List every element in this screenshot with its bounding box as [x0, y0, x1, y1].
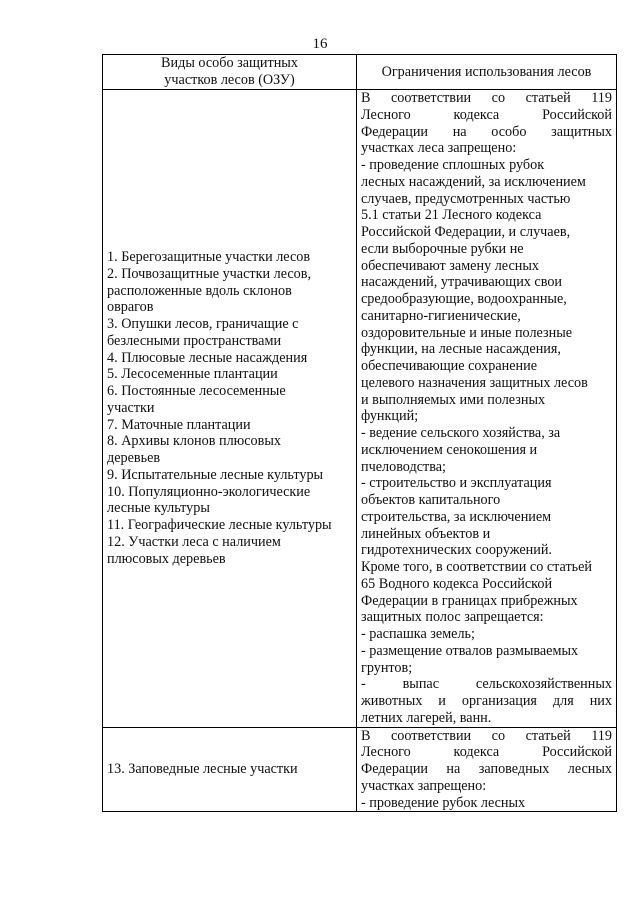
- ozu-type-line: 2. Почвозащитные участки лесов,: [107, 265, 312, 282]
- restriction-line: функций;: [361, 408, 419, 425]
- ozu-type-line: 5. Лесосеменные плантации: [107, 366, 278, 383]
- ozu-type-line: 9. Испытательные лесные культуры: [107, 466, 324, 483]
- restriction-line: лесных насаждений, за исключением: [361, 173, 586, 190]
- restriction-line: 5.1 статьи 21 Лесного кодекса: [361, 207, 542, 224]
- ozu-type-line: 10. Популяционно-экологические: [107, 483, 311, 500]
- ozu-type-line: участки: [107, 399, 155, 416]
- restriction-line: если выборочные рубки не: [361, 240, 524, 257]
- restriction-line: линейных объектов и: [361, 525, 491, 542]
- restriction-line: Федерации на заповедных лесных: [361, 761, 612, 777]
- restriction-line: - проведение сплошных рубок: [361, 157, 545, 173]
- restriction-line: защитных полос запрещается:: [361, 609, 544, 626]
- header-line: Виды особо защитных: [161, 55, 298, 72]
- restriction-line: строительства, за исключением: [361, 508, 552, 525]
- restriction-line: Федерации на особо защитных: [361, 123, 612, 140]
- ozu-type-line: лесные культуры: [107, 500, 210, 517]
- restriction-line: Российской Федерации, и случаев,: [361, 224, 571, 240]
- restriction-line: участках запрещено:: [361, 777, 487, 794]
- header-restrictions: Ограничения использования лесов: [357, 55, 617, 90]
- ozu-restrictions-table: [102, 54, 617, 812]
- restriction-line: насаждений, утрачивающих свои: [361, 274, 563, 291]
- restriction-line: - проведение рубок лесных: [361, 794, 526, 811]
- restriction-line: оздоровительные и иные полезные: [361, 324, 573, 341]
- header-line: участков лесов (ОЗУ): [164, 72, 295, 88]
- restriction-line: средообразующие, водоохранные,: [361, 291, 567, 307]
- restriction-line: объектов капитального: [361, 492, 501, 508]
- restriction-line: обеспечивают замену лесных: [361, 257, 539, 274]
- ozu-type-line: оврагов: [107, 299, 154, 316]
- restriction-line: - распашка земель;: [361, 626, 475, 642]
- restriction-line: Лесного кодекса Российской: [361, 106, 612, 123]
- ozu-types-cell: [103, 90, 357, 728]
- restriction-line: летних лагерей, ванн.: [361, 709, 492, 726]
- restriction-line: В соответствии со статьей 119: [361, 90, 612, 106]
- restriction-line: целевого назначения защитных лесов: [361, 374, 588, 391]
- restriction-line: гидротехнических сооружений.: [361, 542, 552, 559]
- restriction-line: Лесного кодекса Российской: [361, 744, 612, 761]
- restrictions-cell: [357, 90, 617, 728]
- restriction-line: - выпас сельскохозяйственных: [361, 676, 612, 693]
- restriction-line: В соответствии со статьей 119: [361, 727, 612, 744]
- ozu-type-line: 7. Маточные плантации: [107, 416, 251, 433]
- restriction-line: участках леса запрещено:: [361, 140, 517, 157]
- restriction-line: - размещение отвалов размываемых: [361, 642, 579, 659]
- ozu-type-line: деревьев: [107, 450, 161, 467]
- restriction-line: обеспечивающие сохранение: [361, 358, 537, 374]
- restriction-line: случаев, предусмотренных частью: [361, 190, 571, 207]
- table-header-row: [103, 55, 617, 90]
- ozu-type-line: 11. Географические лесные культуры: [107, 517, 332, 534]
- ozu-type-line: 6. Постоянные лесосеменные: [107, 383, 286, 400]
- restrictions-cell: [357, 727, 617, 812]
- ozu-type-line: 13. Заповедные лесные участки: [107, 761, 298, 777]
- table-row: [103, 727, 617, 812]
- restriction-line: санитарно-гигиенические,: [361, 307, 521, 324]
- restriction-line: грунтов;: [361, 659, 413, 676]
- table-row: [103, 90, 617, 728]
- restriction-line: - ведение сельского хозяйства, за: [361, 425, 561, 441]
- restriction-line: животных и организация для них: [361, 693, 612, 709]
- restriction-line: исключением сенокошения и: [361, 441, 538, 458]
- ozu-type-line: расположенные вдоль склонов: [107, 282, 292, 299]
- ozu-type-line: безлесными пространствами: [107, 332, 282, 349]
- header-ozu-types: [103, 55, 357, 90]
- restriction-line: пчеловодства;: [361, 458, 446, 475]
- restriction-line: функции, на лесные насаждения,: [361, 341, 561, 358]
- restriction-line: - строительство и эксплуатация: [361, 475, 552, 492]
- ozu-type-line: 8. Архивы клонов плюсовых: [107, 433, 281, 450]
- ozu-types-cell: [103, 727, 357, 812]
- restriction-line: Федерации в границах прибрежных: [361, 592, 578, 609]
- restriction-line: и выполняемых ими полезных: [361, 391, 546, 408]
- ozu-type-line: 4. Плюсовые лесные насаждения: [107, 349, 308, 366]
- restriction-line: Кроме того, в соответствии со статьей: [361, 559, 593, 575]
- ozu-type-line: 3. Опушки лесов, граничащие с: [107, 316, 299, 333]
- page-number: 16: [312, 36, 328, 52]
- ozu-type-line: 12. Участки леса с наличием: [107, 533, 281, 550]
- ozu-type-line: 1. Берегозащитные участки лесов: [107, 249, 311, 266]
- restriction-line: 65 Водного кодекса Российской: [361, 575, 553, 592]
- ozu-type-line: плюсовых деревьев: [107, 550, 226, 567]
